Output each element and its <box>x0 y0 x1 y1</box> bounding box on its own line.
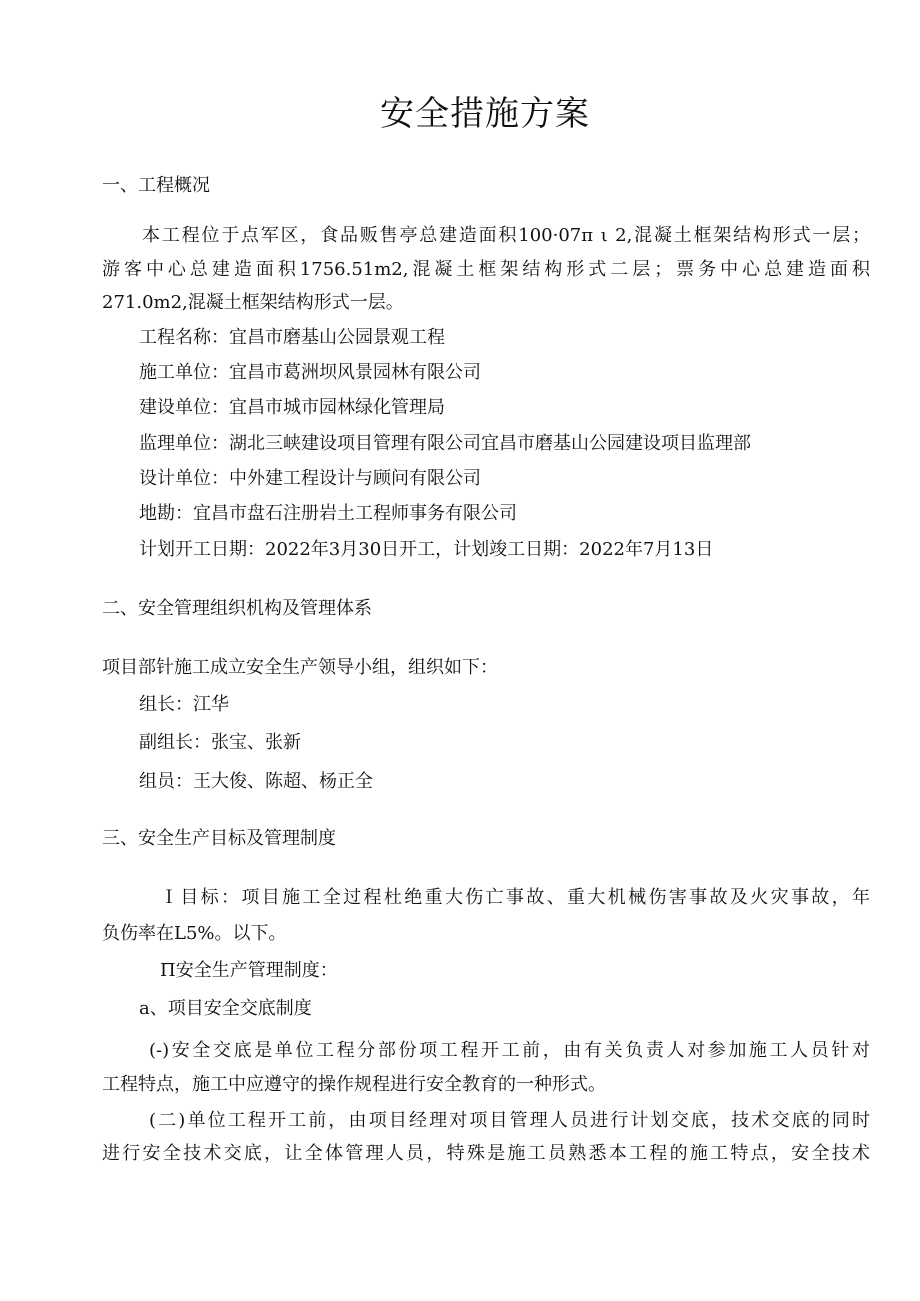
team-leader: 组长：江华 <box>139 694 229 715</box>
overview-line-1: 本工程位于点军区，食品贩售亭总建造面积100·07π ι 2,混凝土框架结构形式一层； <box>142 225 870 246</box>
item-2-line-2: 进行安全技术交底，让全体管理人员，特殊是施工员熟悉本工程的施工特点，安全技术 <box>102 1143 870 1164</box>
item-1-line-2: 工程特点，施工中应遵守的操作规程进行安全教育的一种形式。 <box>102 1074 606 1095</box>
design-unit: 设计单位：中外建工程设计与顾问有限公司 <box>139 468 481 489</box>
rules-heading: Π安全生产管理制度： <box>160 960 338 981</box>
survey-unit: 地勘：宜昌市盘石注册岩土工程师事务有限公司 <box>139 503 517 524</box>
section-heading-organization: 二、安全管理组织机构及管理体系 <box>102 598 372 619</box>
sub-heading-a: a、项目安全交底制度 <box>139 998 312 1019</box>
project-name: 工程名称：宜昌市磨基山公园景观工程 <box>139 327 445 348</box>
overview-line-2: 游客中心总建造面积1756.51m2,混凝土框架结构形式二层；票务中心总建造面积 <box>102 259 870 280</box>
deputy-leader: 副组长：张宝、张新 <box>139 732 301 753</box>
section-heading-goals: 三、安全生产目标及管理制度 <box>102 828 336 849</box>
section-heading-overview: 一、工程概况 <box>102 175 210 196</box>
item-1-line-1: (-)安全交底是单位工程分部份项工程开工前，由有关负责人对参加施工人员针对 <box>149 1040 870 1061</box>
overview-line-3: 271.0m2,混凝土框架结构形式一层。 <box>102 292 404 313</box>
supervision-unit: 监理单位：湖北三峡建设项目管理有限公司宜昌市磨基山公园建设项目监理部 <box>139 433 751 454</box>
organization-intro: 项目部针施工成立安全生产领导小组，组织如下： <box>102 657 498 678</box>
goal-line-2: 负伤率在L5%。以下。 <box>102 923 287 944</box>
schedule: 计划开工日期：2022年3月30日开工，计划竣工日期：2022年7月13日 <box>139 539 714 560</box>
owner-unit: 建设单位：宜昌市城市园林绿化管理局 <box>139 397 445 418</box>
item-2-line-1: (二)单位工程开工前，由项目经理对项目管理人员进行计划交底，技术交底的同时 <box>149 1110 870 1131</box>
construction-unit: 施工单位：宜昌市葛洲坝风景园林有限公司 <box>139 362 481 383</box>
document-title: 安全措施方案 <box>380 94 590 134</box>
goal-line-1: Ｉ目标：项目施工全过程杜绝重大伤亡事故、重大机械伤害事故及火灾事故，年 <box>160 887 870 908</box>
team-members: 组员：王大俊、陈超、杨正全 <box>139 771 373 792</box>
